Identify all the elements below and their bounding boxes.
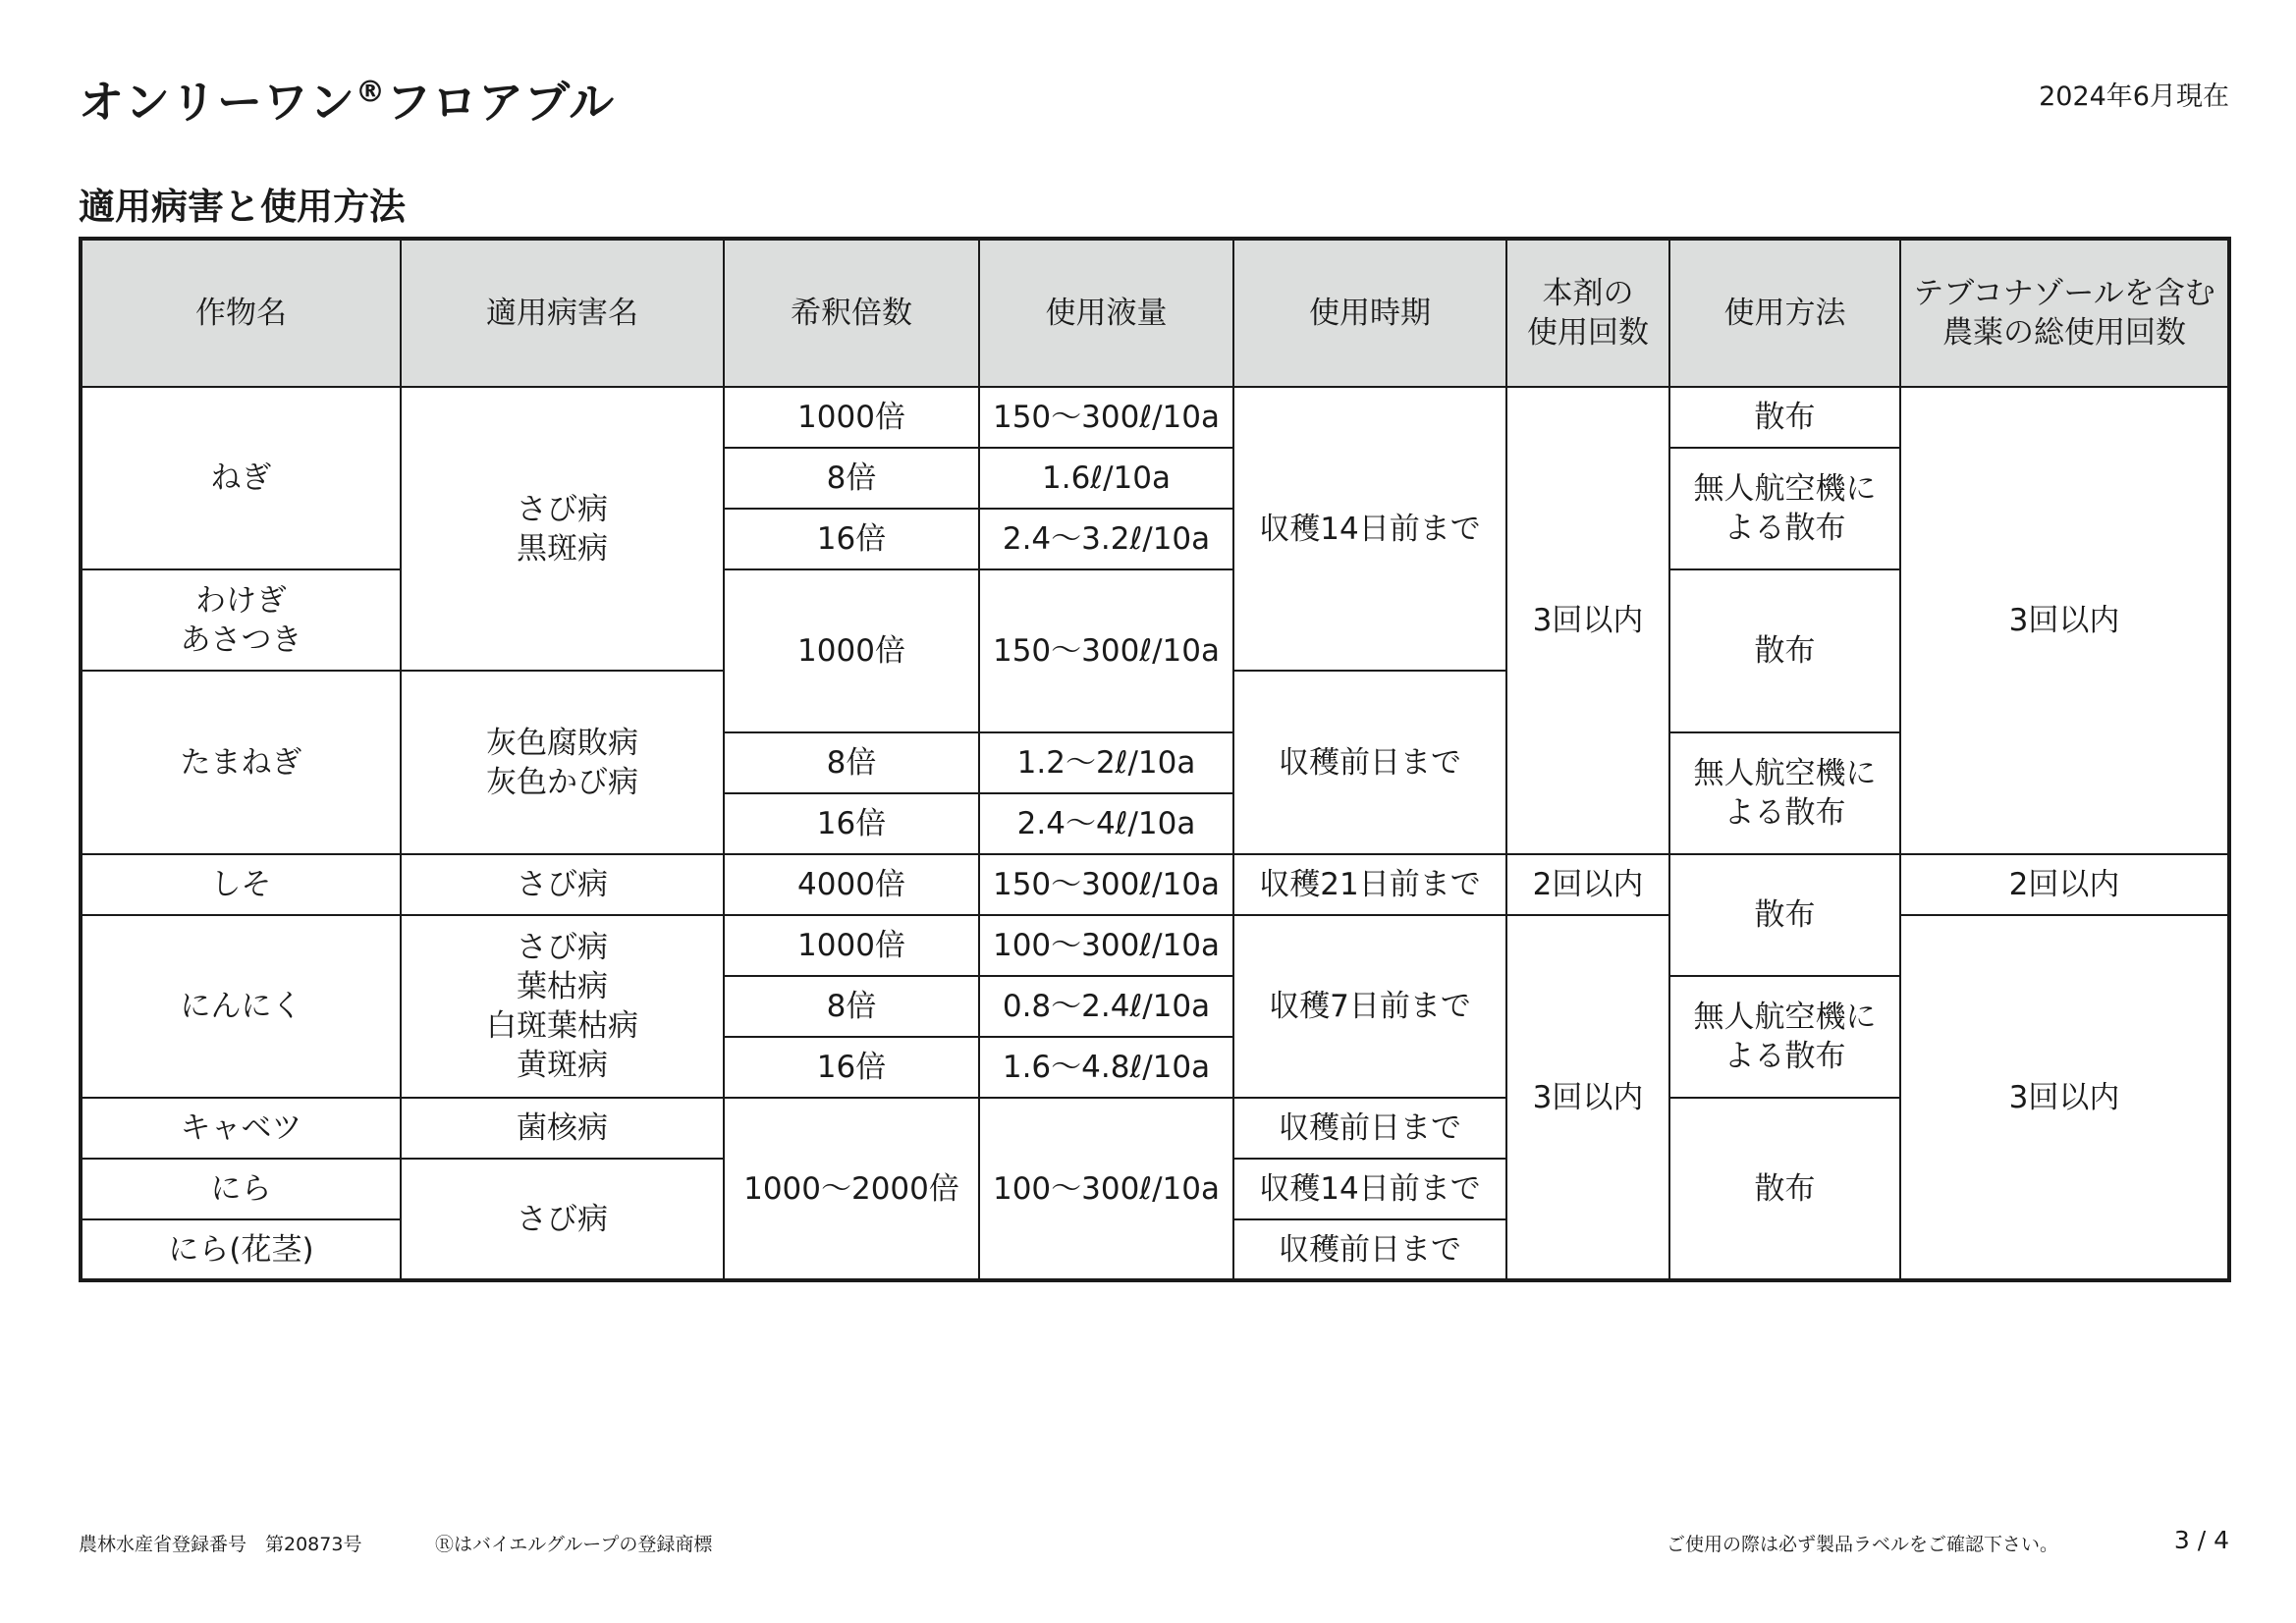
cell-total-count: 3回以内 [1900, 387, 2229, 854]
col-header-timing: 使用時期 [1233, 239, 1506, 387]
cell-dilution: 16倍 [724, 509, 979, 569]
cell-total-count: 2回以内 [1900, 854, 2229, 915]
cell-volume: 1.2〜2ℓ/10a [979, 732, 1233, 793]
cell-method: 散布 [1669, 569, 1900, 732]
col-header-method: 使用方法 [1669, 239, 1900, 387]
cell-volume: 0.8〜2.4ℓ/10a [979, 976, 1233, 1037]
cell-method: 無人航空機に よる散布 [1669, 732, 1900, 854]
cell-count: 3回以内 [1506, 387, 1669, 854]
cell-dilution: 1000倍 [724, 387, 979, 448]
cell-volume: 2.4〜3.2ℓ/10a [979, 509, 1233, 569]
cell-disease: さび病 [401, 854, 724, 915]
page-title [79, 67, 615, 132]
cell-crop: ねぎ [81, 387, 401, 569]
cell-crop: キャベツ [81, 1098, 401, 1159]
col-header-crop: 作物名 [81, 239, 401, 387]
product-name: オンリーワン [79, 76, 355, 129]
cell-dilution: 1000倍 [724, 915, 979, 976]
cell-timing: 収穫14日前まで [1233, 1159, 1506, 1219]
cell-disease: さび病 [401, 1159, 724, 1280]
cell-crop: にんにく [81, 915, 401, 1098]
cell-volume: 100〜300ℓ/10a [979, 915, 1233, 976]
cell-volume: 150〜300ℓ/10a [979, 569, 1233, 732]
cell-dilution: 8倍 [724, 976, 979, 1037]
col-header-count: 本剤の 使用回数 [1506, 239, 1669, 387]
cell-dilution: 1000倍 [724, 569, 979, 732]
col-header-dilution: 希釈倍数 [724, 239, 979, 387]
cell-disease: 灰色腐敗病 灰色かび病 [401, 671, 724, 854]
table-header-row [81, 239, 2229, 387]
cell-dilution: 4000倍 [724, 854, 979, 915]
cell-timing: 収穫前日まで [1233, 1219, 1506, 1280]
cell-total-count: 3回以内 [1900, 915, 2229, 1280]
table-row [81, 854, 2229, 915]
page-number: 3 / 4 [2173, 1526, 2229, 1554]
trademark-note: Ⓡはバイエルグループの登録商標 [435, 1534, 713, 1555]
cell-disease: さび病 黒斑病 [401, 387, 724, 671]
cell-timing: 収穫前日まで [1233, 671, 1506, 854]
cell-dilution: 8倍 [724, 448, 979, 509]
cell-volume: 100〜300ℓ/10a [979, 1098, 1233, 1280]
cell-disease: 菌核病 [401, 1098, 724, 1159]
col-header-volume: 使用液量 [979, 239, 1233, 387]
cell-method: 散布 [1669, 854, 1900, 976]
cell-dilution: 8倍 [724, 732, 979, 793]
col-header-total-count: テブコナゾールを含む 農薬の総使用回数 [1900, 239, 2229, 387]
application-table [79, 237, 2231, 1282]
table-row [81, 915, 2229, 976]
cell-method: 無人航空機に よる散布 [1669, 976, 1900, 1098]
cell-dilution: 16倍 [724, 793, 979, 854]
cell-dilution: 16倍 [724, 1037, 979, 1098]
registration-number: 農林水産省登録番号 第20873号 [79, 1534, 362, 1555]
cell-method: 散布 [1669, 387, 1900, 448]
cell-method: 散布 [1669, 1098, 1900, 1280]
product-name-suffix: フロアブル [386, 76, 616, 129]
cell-volume: 1.6〜4.8ℓ/10a [979, 1037, 1233, 1098]
cell-timing: 収穫21日前まで [1233, 854, 1506, 915]
section-title: 適用病害と使用方法 [79, 186, 406, 228]
cell-timing: 収穫7日前まで [1233, 915, 1506, 1098]
cell-crop: にら [81, 1159, 401, 1219]
cell-volume: 2.4〜4ℓ/10a [979, 793, 1233, 854]
cell-count: 2回以内 [1506, 854, 1669, 915]
cell-volume: 150〜300ℓ/10a [979, 387, 1233, 448]
cell-volume: 150〜300ℓ/10a [979, 854, 1233, 915]
label-notice: ご使用の際は必ず製品ラベルをご確認下さい。 [1667, 1534, 2059, 1555]
cell-method: 無人航空機に よる散布 [1669, 448, 1900, 569]
cell-crop: たまねぎ [81, 671, 401, 854]
table-row [81, 387, 2229, 448]
col-header-disease: 適用病害名 [401, 239, 724, 387]
cell-crop: わけぎ あさつき [81, 569, 401, 671]
cell-disease: さび病 葉枯病 白斑葉枯病 黄斑病 [401, 915, 724, 1098]
cell-timing: 収穫14日前まで [1233, 387, 1506, 671]
cell-count: 3回以内 [1506, 915, 1669, 1280]
cell-timing: 収穫前日まで [1233, 1098, 1506, 1159]
cell-volume: 1.6ℓ/10a [979, 448, 1233, 509]
as-of-date: 2024年6月現在 [2039, 81, 2229, 112]
cell-dilution: 1000〜2000倍 [724, 1098, 979, 1280]
cell-crop: しそ [81, 854, 401, 915]
cell-crop: にら(花茎) [81, 1219, 401, 1280]
registered-mark: ® [355, 75, 386, 110]
